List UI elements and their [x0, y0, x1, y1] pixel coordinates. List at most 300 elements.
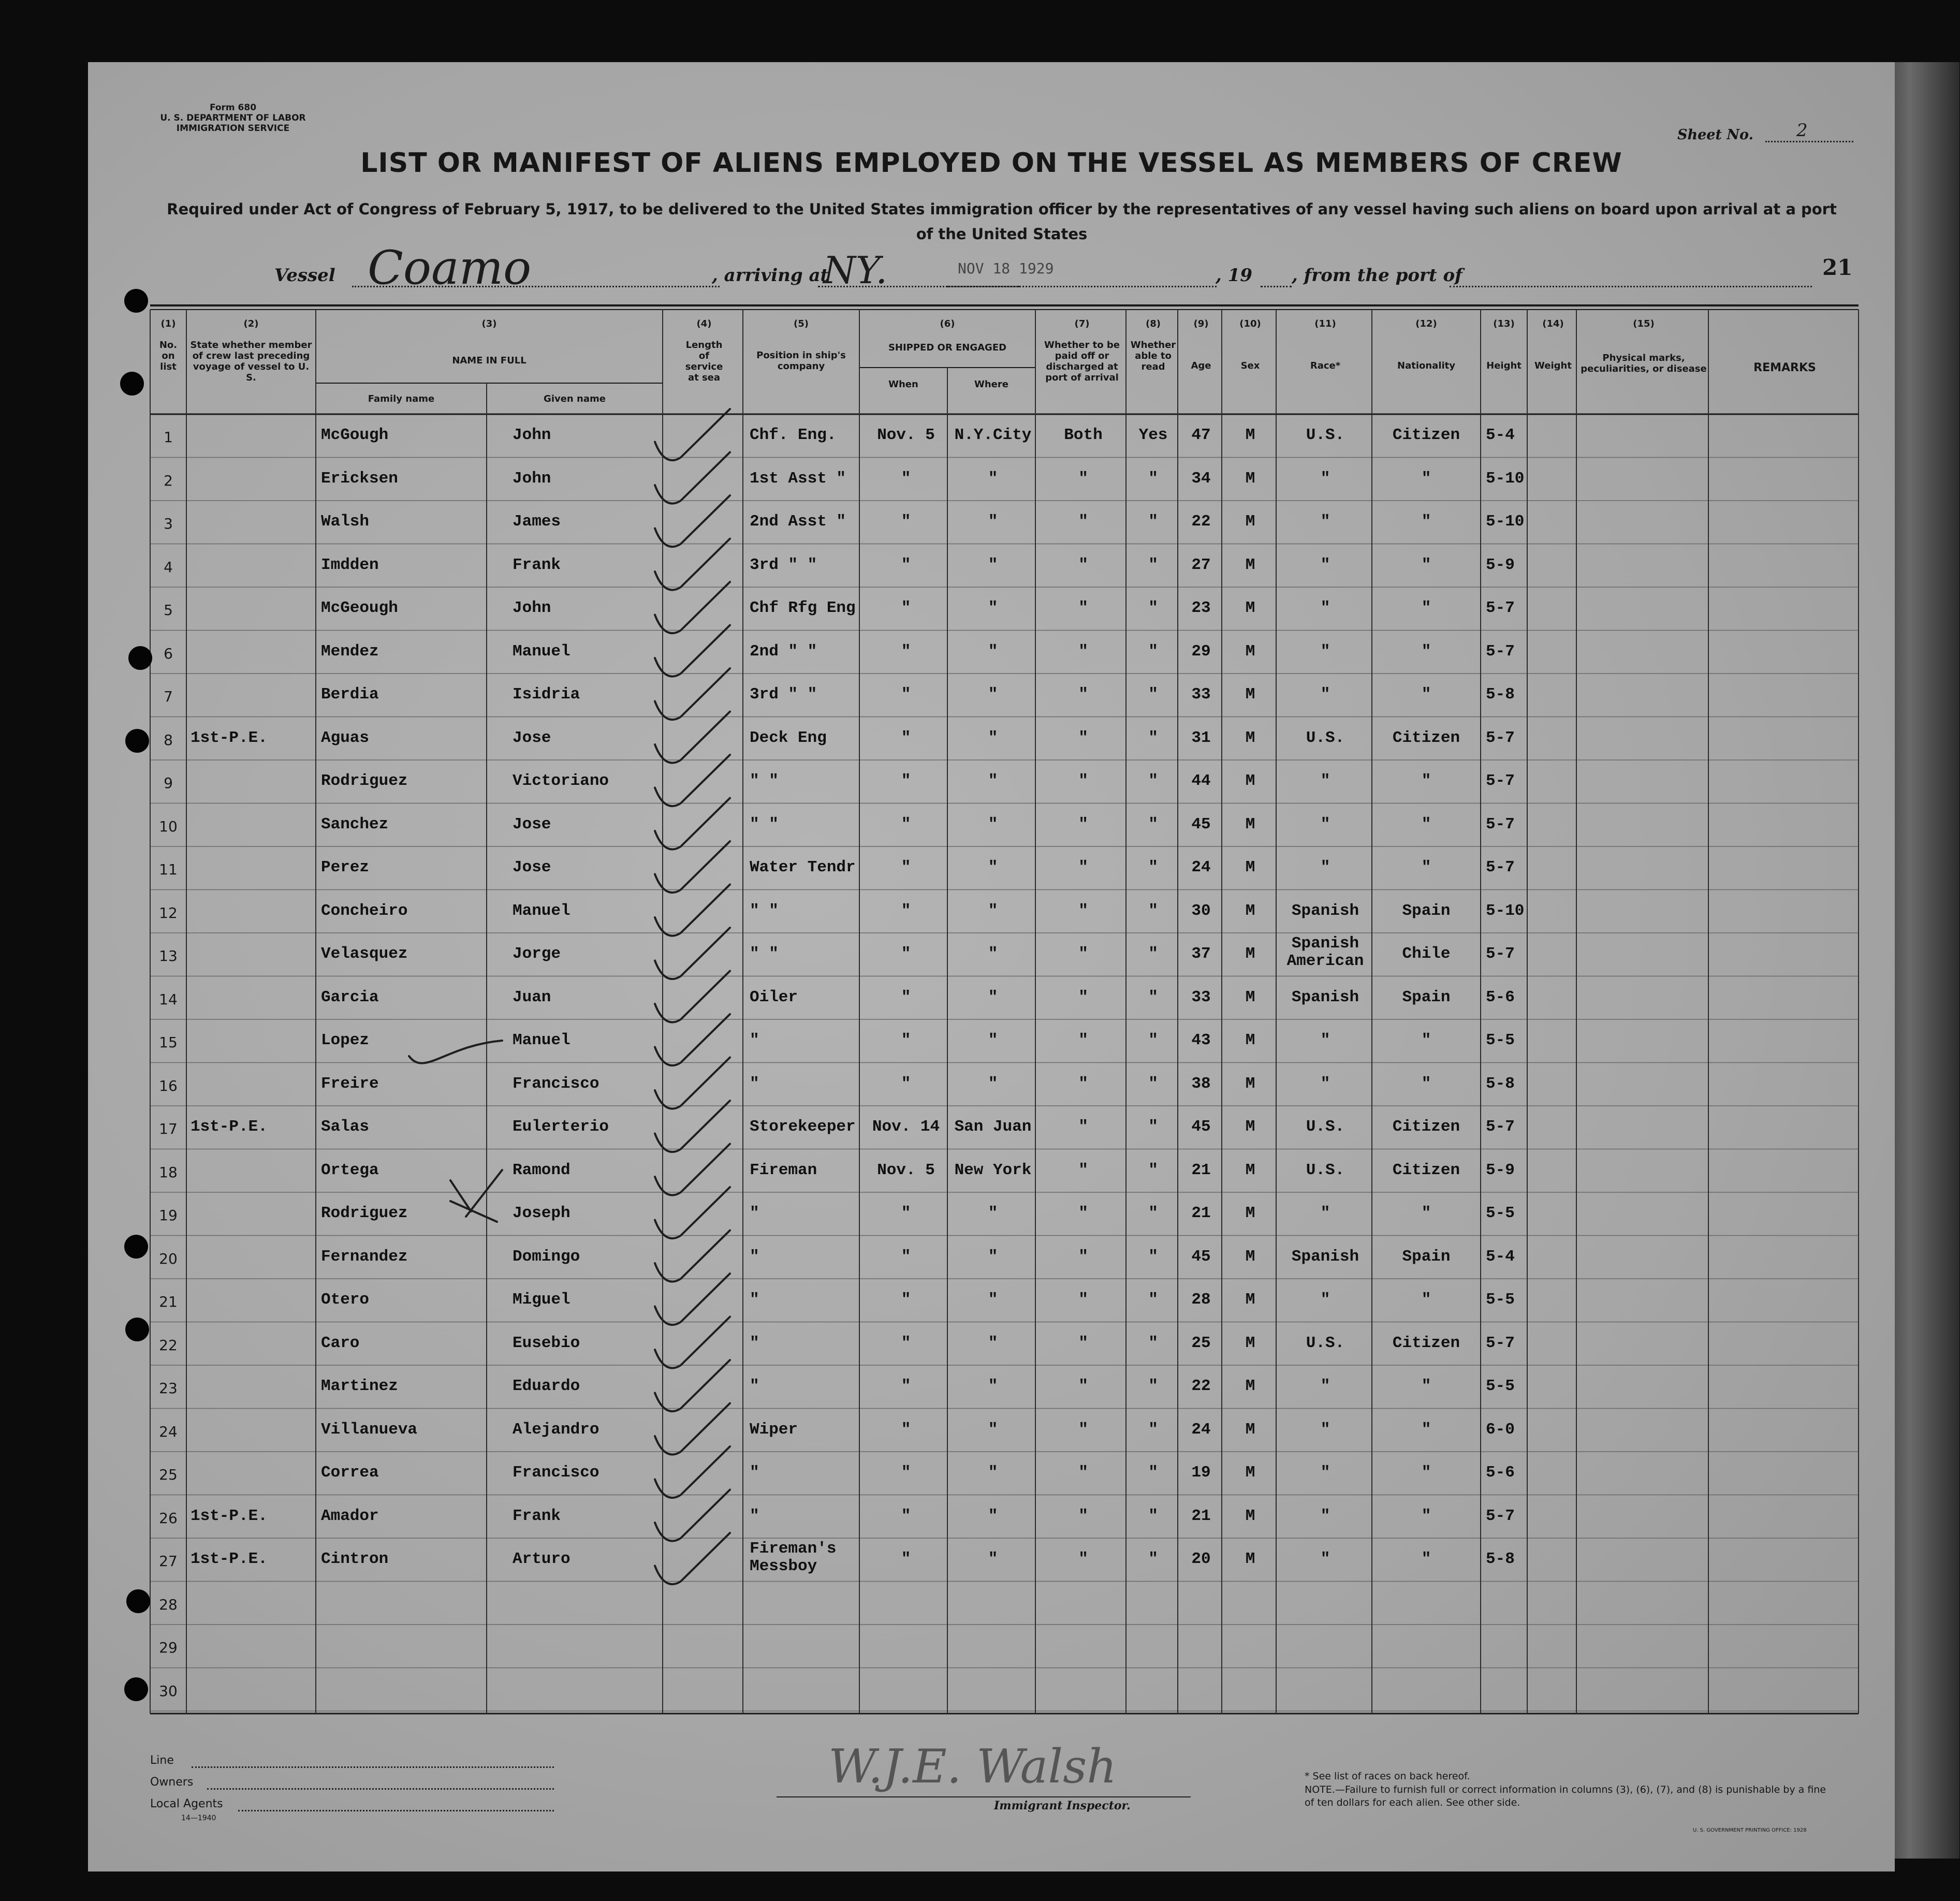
- cell-when: ": [901, 945, 911, 963]
- cell-sex: M: [1245, 513, 1255, 531]
- cell-given: John: [513, 426, 551, 444]
- cell-paid: ": [1078, 685, 1088, 704]
- cell-where: N.Y.City: [954, 426, 1032, 444]
- cell-paid: ": [1078, 772, 1088, 790]
- cell-family: Cintron: [321, 1550, 389, 1568]
- length-of-service-tick: [655, 1187, 730, 1238]
- sheet-label: Sheet No.: [1677, 127, 1753, 143]
- cell-age: 30: [1191, 901, 1211, 920]
- department: U. S. DEPARTMENT OF LABOR: [160, 113, 306, 123]
- cell-sex: M: [1245, 728, 1255, 747]
- punch-hole: [126, 1589, 150, 1613]
- cell-where: ": [988, 599, 998, 617]
- cell-when: ": [901, 685, 911, 704]
- cell-given: Manuel: [513, 1031, 571, 1049]
- cell-age: 29: [1191, 642, 1211, 661]
- cell-position: Chf Rfg Eng: [750, 599, 856, 617]
- cell-given: Eduardo: [513, 1377, 580, 1395]
- cell-given: Eusebio: [513, 1334, 580, 1352]
- col-8-header: (8) Whether able to read: [1130, 318, 1176, 372]
- cell-age: 38: [1191, 1074, 1211, 1093]
- cell-height: 5-9: [1486, 1161, 1515, 1179]
- cell-paid: ": [1078, 988, 1088, 1006]
- cell-race: Spanish: [1291, 1247, 1359, 1266]
- cell-race: ": [1320, 1377, 1330, 1395]
- cell-height: 5-7: [1486, 642, 1515, 661]
- row-number: 30: [159, 1682, 178, 1700]
- cell-read: ": [1148, 642, 1158, 661]
- cell-given: John: [513, 599, 551, 617]
- inspector-signature: W.J.E. Walsh: [828, 1739, 1117, 1794]
- cell-when: ": [901, 1204, 911, 1222]
- col-2-header: (2) State whether member of crew last preceding voyage of vessel to U. S.: [190, 318, 312, 383]
- cell-sex: M: [1245, 772, 1255, 790]
- cell-sex: M: [1245, 1377, 1255, 1395]
- cell-when: ": [901, 1334, 911, 1352]
- owners-label: Owners: [150, 1776, 194, 1789]
- cell-nationality: ": [1421, 555, 1431, 574]
- form-code: 14—1940: [181, 1814, 216, 1822]
- cell-where: ": [988, 513, 998, 531]
- cell-race: U.S.: [1306, 1118, 1345, 1136]
- length-of-service-tick: [655, 539, 730, 590]
- length-of-service-tick: [655, 1058, 730, 1109]
- cell-age: 44: [1191, 772, 1211, 790]
- cell-when: ": [901, 1247, 911, 1266]
- cell-age: 19: [1191, 1464, 1211, 1482]
- cell-sex: M: [1245, 469, 1255, 488]
- cell-nationality: Spain: [1402, 901, 1451, 920]
- cell-family: Fernandez: [321, 1247, 408, 1266]
- cell-sex: M: [1245, 1291, 1255, 1309]
- cell-read: ": [1148, 772, 1158, 790]
- cell-nationality: Citizen: [1392, 1161, 1460, 1179]
- from-port-label: , from the port of: [1292, 265, 1462, 286]
- row-number: 2: [164, 472, 173, 489]
- col-15-header: (15) Physical marks, peculiarities, or disease: [1581, 318, 1707, 374]
- cell-given: Isidria: [513, 685, 580, 704]
- cell-family: Ortega: [321, 1161, 379, 1179]
- cell-age: 37: [1191, 945, 1211, 963]
- cell-race: ": [1320, 469, 1330, 488]
- length-of-service-tick: [655, 582, 730, 633]
- cell-when: ": [901, 1507, 911, 1525]
- cell-race: ": [1320, 1507, 1330, 1525]
- cell-race: ": [1320, 642, 1330, 661]
- cell-where: ": [988, 469, 998, 488]
- cell-read: ": [1148, 945, 1158, 963]
- cell-height: 5-8: [1486, 685, 1515, 704]
- cell-when: ": [901, 1031, 911, 1049]
- row-number: 8: [164, 731, 173, 749]
- cell-sex: M: [1245, 1118, 1255, 1136]
- cell-paid: ": [1078, 858, 1088, 876]
- cell-family: Amador: [321, 1507, 379, 1525]
- cell-sex: M: [1245, 858, 1255, 876]
- cell-position: ": [750, 1507, 759, 1525]
- cell-when: ": [901, 772, 911, 790]
- length-of-service-tick: [655, 712, 730, 763]
- cell-age: 28: [1191, 1291, 1211, 1309]
- cell-nationality: ": [1421, 1074, 1431, 1093]
- page-title: LIST OR MANIFEST OF ALIENS EMPLOYED ON THE VESSEL AS MEMBERS OF CREW: [360, 148, 1622, 179]
- cell-paid: ": [1078, 1420, 1088, 1439]
- cell-race: Spanish: [1291, 988, 1359, 1006]
- col-remarks-header: REMARKS: [1753, 361, 1816, 374]
- cell-given: John: [513, 469, 551, 488]
- cell-race: ": [1320, 1204, 1330, 1222]
- cell-read: Yes: [1138, 426, 1168, 444]
- cell-read: ": [1148, 1334, 1158, 1352]
- col-14-header: (14) Weight: [1534, 318, 1572, 371]
- cell-position: 1st Asst ": [750, 469, 846, 488]
- cell-position: " ": [750, 945, 779, 963]
- cell-where: ": [988, 555, 998, 574]
- cell-family: Garcia: [321, 988, 379, 1006]
- cell-given: Frank: [513, 1507, 561, 1525]
- cell-where: ": [988, 901, 998, 920]
- cell-race: U.S.: [1306, 1161, 1345, 1179]
- cell-race: Spanish: [1291, 901, 1359, 920]
- cell-height: 5-8: [1486, 1550, 1515, 1568]
- cell-read: ": [1148, 988, 1158, 1006]
- row-number: 23: [159, 1380, 178, 1397]
- cell-race: ": [1320, 1031, 1330, 1049]
- cell-given: Juan: [513, 988, 551, 1006]
- cell-read: ": [1148, 1377, 1158, 1395]
- cell-family: Freire: [321, 1074, 379, 1093]
- cell-height: 5-6: [1486, 1464, 1515, 1482]
- row-number: 14: [159, 990, 178, 1008]
- date-stamp: NOV 18 1929: [958, 260, 1054, 277]
- cell-prev: 1st-P.E.: [191, 1118, 268, 1136]
- cell-given: Ramond: [513, 1161, 571, 1179]
- cell-age: 21: [1191, 1204, 1211, 1222]
- cell-position: 3rd " ": [750, 555, 817, 574]
- cell-where: ": [988, 988, 998, 1006]
- cell-position: ": [750, 1074, 759, 1093]
- cell-when: ": [901, 1464, 911, 1482]
- cell-position: ": [750, 1247, 759, 1266]
- length-of-service-tick: [655, 452, 730, 504]
- row-number: 18: [159, 1163, 178, 1181]
- cell-race: U.S.: [1306, 728, 1345, 747]
- cell-age: 45: [1191, 1118, 1211, 1136]
- length-of-service-tick: [655, 1446, 730, 1498]
- length-of-service-tick: [655, 1403, 730, 1455]
- length-of-service-tick: [655, 1360, 730, 1411]
- cell-family: Perez: [321, 858, 370, 876]
- cell-paid: ": [1078, 1247, 1088, 1266]
- col-6-header: (6) SHIPPED OR ENGAGED: [888, 318, 1007, 353]
- row-number: 1: [164, 429, 173, 446]
- cell-paid: ": [1078, 1031, 1088, 1049]
- cell-when: ": [901, 513, 911, 531]
- cell-given: Frank: [513, 555, 561, 574]
- length-of-service-tick: [655, 841, 730, 893]
- cell-read: ": [1148, 685, 1158, 704]
- cell-height: 5-10: [1486, 901, 1525, 920]
- cell-age: 45: [1191, 1247, 1211, 1266]
- length-of-service-tick: [655, 1490, 730, 1541]
- page-number: 21: [1822, 255, 1853, 280]
- cell-age: 22: [1191, 1377, 1211, 1395]
- cell-paid: ": [1078, 555, 1088, 574]
- cell-prev: 1st-P.E.: [191, 1507, 268, 1525]
- cell-nationality: Citizen: [1392, 426, 1460, 444]
- service: IMMIGRATION SERVICE: [176, 123, 290, 134]
- cell-paid: ": [1078, 815, 1088, 833]
- line-label: Line: [150, 1754, 174, 1767]
- cell-position: " ": [750, 901, 779, 920]
- cell-height: 5-4: [1486, 1247, 1515, 1266]
- cell-paid: ": [1078, 1464, 1088, 1482]
- cell-given: Arturo: [513, 1550, 571, 1568]
- cell-sex: M: [1245, 1247, 1255, 1266]
- cell-nationality: ": [1421, 1204, 1431, 1222]
- arriving-label: , arriving at: [712, 265, 829, 286]
- row-number: 20: [159, 1250, 178, 1267]
- cell-paid: ": [1078, 1074, 1088, 1093]
- cell-position: ": [750, 1377, 759, 1395]
- cell-family: Salas: [321, 1118, 370, 1136]
- cell-paid: ": [1078, 728, 1088, 747]
- cell-race: ": [1320, 555, 1330, 574]
- punch-hole: [128, 646, 152, 670]
- cell-where: ": [988, 685, 998, 704]
- row-number: 11: [159, 861, 178, 878]
- col-7-header: (7) Whether to be paid off or discharged at port of arrival: [1044, 318, 1120, 383]
- cell-race: ": [1320, 685, 1330, 704]
- cell-race: ": [1320, 513, 1330, 531]
- owners-underline: [207, 1788, 554, 1790]
- length-of-service-tick: [655, 1317, 730, 1368]
- length-of-service-tick: [655, 971, 730, 1022]
- cell-family: Rodriguez: [321, 772, 408, 790]
- cell-family: Correa: [321, 1464, 379, 1482]
- cell-when: ": [901, 901, 911, 920]
- cell-when: ": [901, 1377, 911, 1395]
- col-3-given-header: Given name: [544, 393, 606, 404]
- cell-nationality: Spain: [1402, 1247, 1451, 1266]
- cell-family: Rodriguez: [321, 1204, 408, 1222]
- cell-family: Sanchez: [321, 815, 389, 833]
- cell-sex: M: [1245, 1507, 1255, 1525]
- cell-when: ": [901, 469, 911, 488]
- cell-height: 5-10: [1486, 469, 1525, 488]
- cell-read: ": [1148, 1420, 1158, 1439]
- row-number: 21: [159, 1293, 178, 1310]
- cell-family: Mendez: [321, 642, 379, 661]
- cell-where: ": [988, 1334, 998, 1352]
- cell-where: ": [988, 1291, 998, 1309]
- cell-race: ": [1320, 1464, 1330, 1482]
- cell-given: James: [513, 513, 561, 531]
- cell-when: Nov. 5: [877, 426, 935, 444]
- cell-paid: ": [1078, 1204, 1088, 1222]
- cell-read: ": [1148, 1204, 1158, 1222]
- row-number: 13: [159, 947, 178, 964]
- cell-height: 5-7: [1486, 1334, 1515, 1352]
- cell-read: ": [1148, 1291, 1158, 1309]
- length-of-service-tick: [655, 625, 730, 677]
- cell-nationality: ": [1421, 599, 1431, 617]
- cell-read: ": [1148, 469, 1158, 488]
- col-11-header: (11) Race*: [1310, 318, 1341, 371]
- cell-height: 5-4: [1486, 426, 1515, 444]
- cell-when: ": [901, 815, 911, 833]
- cell-sex: M: [1245, 901, 1255, 920]
- cell-when: Nov. 5: [877, 1161, 935, 1179]
- cell-sex: M: [1245, 1031, 1255, 1049]
- cell-where: ": [988, 1464, 998, 1482]
- cell-nationality: Citizen: [1392, 1334, 1460, 1352]
- col-6-when-header: When: [888, 379, 918, 390]
- cell-read: ": [1148, 555, 1158, 574]
- cell-where: ": [988, 1507, 998, 1525]
- cell-position: 3rd " ": [750, 685, 817, 704]
- cell-paid: ": [1078, 599, 1088, 617]
- agents-underline: [238, 1810, 554, 1811]
- cell-position: Fireman's Messboy: [750, 1540, 837, 1575]
- cell-age: 33: [1191, 685, 1211, 704]
- cell-read: ": [1148, 901, 1158, 920]
- cell-age: 47: [1191, 426, 1211, 444]
- col-4-header: (4) Length of service at sea: [685, 318, 723, 383]
- cell-height: 5-7: [1486, 1507, 1515, 1525]
- cell-paid: ": [1078, 901, 1088, 920]
- cell-height: 5-10: [1486, 513, 1525, 531]
- cell-sex: M: [1245, 555, 1255, 574]
- cell-family: Berdia: [321, 685, 379, 704]
- cell-age: 31: [1191, 728, 1211, 747]
- cell-where: San Juan: [954, 1118, 1032, 1136]
- cell-age: 21: [1191, 1161, 1211, 1179]
- sheet-number: 2: [1796, 120, 1808, 141]
- cell-position: Chf. Eng.: [750, 426, 837, 444]
- cell-read: ": [1148, 1161, 1158, 1179]
- line-underline: [192, 1766, 554, 1768]
- row-number: 19: [159, 1207, 178, 1224]
- row-number: 7: [164, 688, 173, 705]
- cell-height: 5-8: [1486, 1074, 1515, 1093]
- cell-when: ": [901, 1550, 911, 1568]
- manifest-page: [88, 62, 1895, 1871]
- cell-nationality: Citizen: [1392, 1118, 1460, 1136]
- cell-given: Joseph: [513, 1204, 571, 1222]
- row-number: 27: [159, 1553, 178, 1570]
- cell-read: ": [1148, 1507, 1158, 1525]
- cell-age: 23: [1191, 599, 1211, 617]
- cell-nationality: ": [1421, 1291, 1431, 1309]
- cell-given: Jorge: [513, 945, 561, 963]
- cell-age: 27: [1191, 555, 1211, 574]
- row-number: 16: [159, 1077, 178, 1094]
- cell-race: Spanish American: [1286, 934, 1364, 970]
- length-of-service-tick: [655, 409, 730, 460]
- cell-height: 5-5: [1486, 1204, 1515, 1222]
- cell-race: ": [1320, 1291, 1330, 1309]
- cell-race: ": [1320, 772, 1330, 790]
- punch-hole: [120, 372, 144, 396]
- cell-sex: M: [1245, 599, 1255, 617]
- cell-sex: M: [1245, 1204, 1255, 1222]
- length-of-service-tick: [655, 928, 730, 979]
- cell-age: 25: [1191, 1334, 1211, 1352]
- cell-when: ": [901, 599, 911, 617]
- cell-family: Lopez: [321, 1031, 370, 1049]
- cell-height: 5-7: [1486, 945, 1515, 963]
- cell-position: " ": [750, 772, 779, 790]
- cell-given: Eulerterio: [513, 1118, 609, 1136]
- length-of-service-tick: [655, 1014, 730, 1065]
- cell-family: Martinez: [321, 1377, 398, 1395]
- cell-family: Otero: [321, 1291, 370, 1309]
- penalty-note: NOTE.—Failure to furnish full or correct information in columns (3), (6), (7), and (8) is punishable by a fine of ten dollars for each alien. See other side.: [1305, 1784, 1826, 1808]
- cell-when: Nov. 14: [872, 1118, 940, 1136]
- row-number: 10: [159, 817, 178, 835]
- cell-position: Water Tendr: [750, 858, 856, 876]
- cell-sex: M: [1245, 945, 1255, 963]
- cell-given: Jose: [513, 858, 551, 876]
- cell-read: ": [1148, 858, 1158, 876]
- cell-nationality: ": [1421, 1464, 1431, 1482]
- cell-height: 5-6: [1486, 988, 1515, 1006]
- punch-hole: [124, 1235, 148, 1259]
- col-3-family-header: Family name: [368, 393, 435, 404]
- cell-prev: 1st-P.E.: [191, 728, 268, 747]
- cell-nationality: ": [1421, 1377, 1431, 1395]
- cell-prev: 1st-P.E.: [191, 1550, 268, 1568]
- row-number: 15: [159, 1034, 178, 1051]
- length-of-service-tick: [655, 668, 730, 720]
- length-of-service-tick: [655, 1533, 730, 1584]
- cell-family: McGeough: [321, 599, 398, 617]
- row-number: 9: [164, 774, 173, 792]
- cell-race: ": [1320, 1420, 1330, 1439]
- row-number: 29: [159, 1639, 178, 1656]
- cell-when: ": [901, 1420, 911, 1439]
- race-note: * See list of races on back hereof.: [1305, 1771, 1470, 1782]
- cell-nationality: Chile: [1402, 945, 1451, 963]
- row-number: 25: [159, 1466, 178, 1483]
- cell-where: ": [988, 945, 998, 963]
- cell-given: Manuel: [513, 901, 571, 920]
- cell-age: 24: [1191, 858, 1211, 876]
- cell-position: Wiper: [750, 1420, 798, 1439]
- cell-paid: ": [1078, 1161, 1088, 1179]
- cell-race: ": [1320, 1074, 1330, 1093]
- agents-label: Local Agents: [150, 1797, 223, 1810]
- cell-paid: ": [1078, 642, 1088, 661]
- cell-position: ": [750, 1464, 759, 1482]
- cell-nationality: ": [1421, 1507, 1431, 1525]
- cell-position: ": [750, 1334, 759, 1352]
- cell-sex: M: [1245, 1550, 1255, 1568]
- col-9-header: (9) Age: [1191, 318, 1211, 371]
- cell-age: 20: [1191, 1550, 1211, 1568]
- cell-nationality: Citizen: [1392, 728, 1460, 747]
- cell-position: Oiler: [750, 988, 798, 1006]
- cell-paid: ": [1078, 945, 1088, 963]
- cell-age: 34: [1191, 469, 1211, 488]
- cell-race: U.S.: [1306, 1334, 1345, 1352]
- cell-when: ": [901, 642, 911, 661]
- cell-read: ": [1148, 1550, 1158, 1568]
- cell-where: ": [988, 815, 998, 833]
- cell-given: Domingo: [513, 1247, 580, 1266]
- cell-position: Storekeeper: [750, 1118, 856, 1136]
